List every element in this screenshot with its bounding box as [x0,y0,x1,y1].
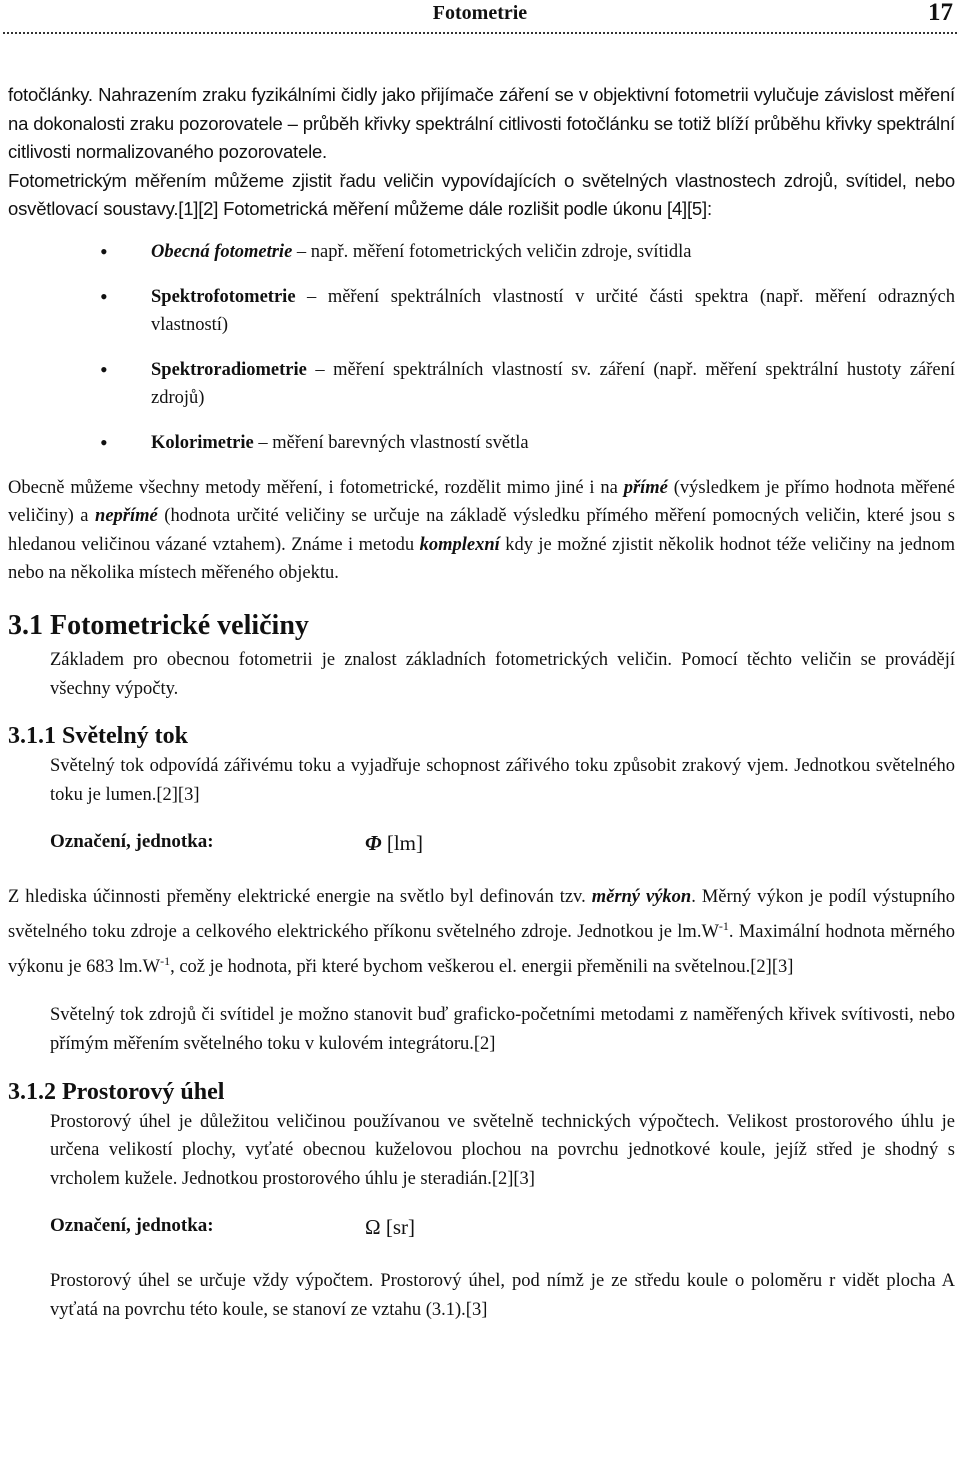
list-item [8,429,955,458]
header-divider [3,32,957,34]
section-heading-3-1: 3.1 Fotometrické veličiny [8,609,309,641]
flux-determination-paragraph: Světelný tok zdrojů či svítidel je možno stanovit buď graficko-početními metodami z naměřených křivek svítivosti, nebo přímým měřením světelného toku v kulovém integrátoru.[2] [50,1005,955,1054]
solid-angle-paragraph: Prostorový úhel se určuje vždy výpočtem. Prostorový úhel, pod nímž je ze středu koule o poloměru r vidět plocha A vyťatá na povrchu této koule, se stanoví ze vztahu (3.1).[3] [50,1271,955,1320]
measurement-list [8,238,955,458]
list-term: Spektroradiometrie [151,359,307,380]
section-heading-3-1-2: 3.1.2 Prostorový úhel [8,1078,225,1105]
page-body [8,81,955,1325]
list-item [8,238,955,267]
list-text: – měření spektrálních vlastností v určité části spektra (např. měření odrazných vlastností) [151,286,955,336]
designation-row-flux [50,831,955,861]
exponent-2: -1 [160,953,171,968]
section-3-1-2-text: Prostorový úhel je důležitou veličinou používanou ve světelně technických výpočtech. Velikost prostorového úhlu je určena velikostí plochy, vyťaté obecnou kuželovou plochou na povrchu jednotkové koule, jejíž střed je shodný s vrcholem kužele. Jednotkou prostorového úhlu je steradián.[2][3] [50,1111,955,1189]
page-number: 17 [928,0,953,26]
designation-row-solid-angle [50,1215,955,1245]
solid-angle-symbol: Ω [365,1215,381,1240]
term-komplexni: komplexní [419,534,500,555]
efficacy-text-3: . Maximální hodnota měrného výkonu je 683 lm.W [8,922,955,977]
list-text: – měření spektrálních vlastností sv. záření (např. měření spektrální hustoty záření zdrojů) [151,359,955,409]
methods-text-4: kdy je možné zjistit několik hodnot téže veličiny na jednom nebo na několika místech měřeného objektu. [8,534,955,584]
methods-text-2: (výsledkem je přímo hodnota měřené veličiny) a [8,477,955,527]
section-3-1-text: Základem pro obecnou fotometrii je znalost základních fotometrických veličin. Pomocí těchto veličin se provádějí všechny výpočty. [50,649,955,699]
list-text: – např. měření fotometrických veličin zdroje, svítidla [292,241,692,262]
efficacy-text-2: . Měrný výkon je podíl výstupního světelného toku zdroje a celkového elektrického příkonu světelného zdroje. Jednotkou je lm.W [8,887,955,943]
section-heading-3-1-1: 3.1.1 Světelný tok [8,723,188,750]
list-term: Obecná fotometrie [151,241,293,262]
term-neprime: nepřímé [95,506,158,527]
exponent-1: -1 [718,918,729,933]
list-text: – měření barevných vlastností světla [253,432,529,453]
designation-symbol [365,1215,415,1240]
efficacy-text-4: , což je hodnota, při které bychom veškerou el. energii přeměnili na světelnou.[2][3] [170,956,794,977]
flux-unit: [lm] [386,831,423,856]
header-title: Fotometrie [432,2,528,24]
page-header [0,0,960,30]
list-term: Kolorimetrie [151,432,254,453]
list-item [8,283,955,340]
intro-paragraph-1: fotočlánky. Nahrazením zraku fyzikálními čidly jako přijímače záření se v objektivní fotometrii vylučuje závislost měření na dokonalosti zraku pozorovatele – průběh křivky spektrální citlivosti fotočlánku se totiž blíží průběhu křivky spektrální citlivosti normalizovaného pozorovatele. [8,84,955,163]
efficacy-text-1: Z hlediska účinnosti přeměny elektrické energie na světlo byl definován tzv. [8,887,592,908]
section-3-1-1-text: Světelný tok odpovídá zářivému toku a vyjadřuje schopnost zářivého toku způsobit zrakový vjem. Jednotkou světelného toku je lumen.[2][3] [50,756,955,805]
methods-text-3: (hodnota určité veličiny se určuje na základě výsledku přímého měření pomocných veličin, které jsou s hledanou veličinou vázané vztahem). Známe i metodu [8,506,955,555]
efficacy-paragraph [8,883,955,981]
methods-text-1: Obecně můžeme všechny metody měření, i fotometrické, rozdělit mimo jiné i na [8,477,624,498]
list-term: Spektrofotometrie [151,286,296,307]
designation-symbol [365,831,423,856]
term-prime: přímé [623,477,668,498]
designation-label: Označení, jednotka: [50,1215,214,1237]
intro-paragraph-2: Fotometrickým měřením můžeme zjistit řadu veličin vypovídajících o světelných vlastnostech zdrojů, svítidel, nebo osvětlovací soustavy.[1][2] Fotometrická měření můžeme dále rozlišit podle úkonu [4][5]: [8,169,955,220]
methods-paragraph [8,474,955,588]
list-item [8,356,955,413]
term-merny-vykon: měrný výkon [591,887,692,908]
designation-label: Označení, jednotka: [50,831,214,853]
solid-angle-unit: [sr] [385,1215,416,1240]
flux-symbol: Φ [365,831,382,856]
